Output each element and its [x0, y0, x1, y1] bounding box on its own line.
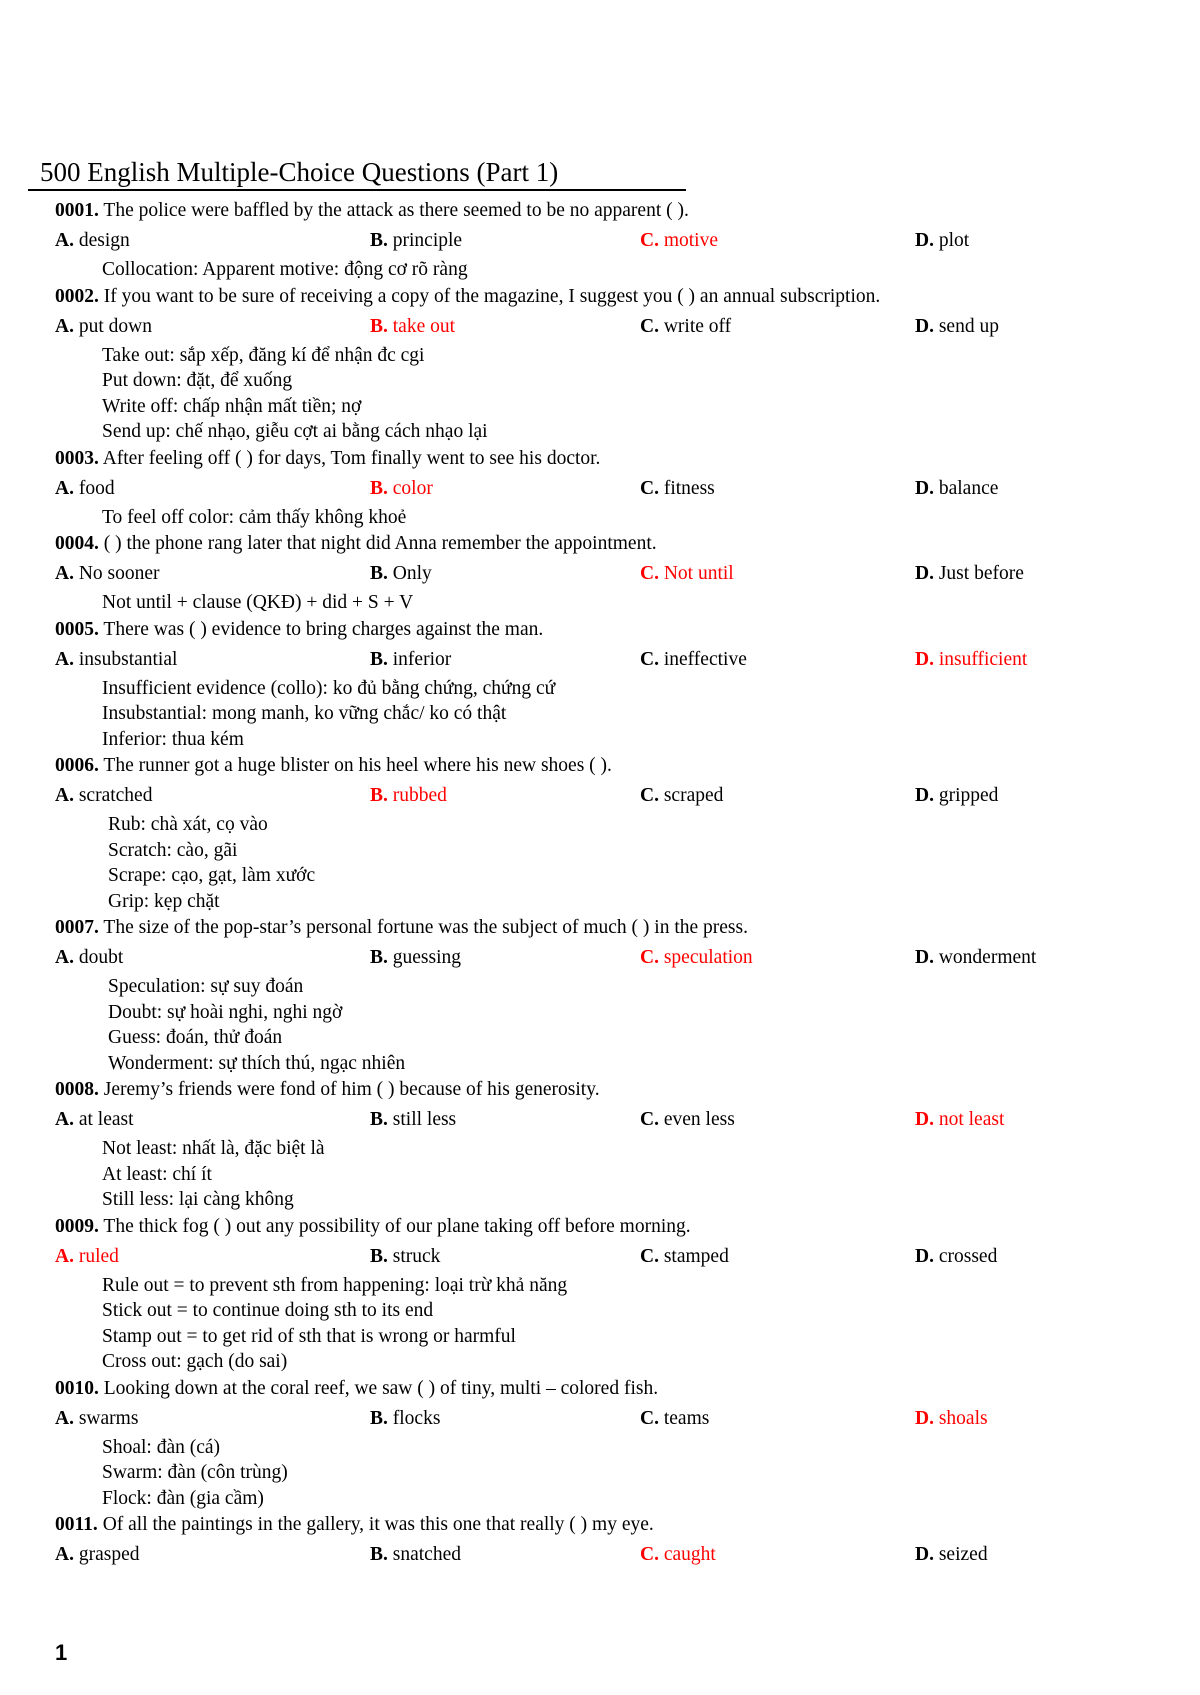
- option-text: doubt: [78, 947, 124, 968]
- answer-option: [55, 644, 177, 676]
- option-text: rubbed: [392, 785, 447, 806]
- answer-options: [55, 780, 1135, 812]
- option-text: ruled: [78, 1245, 119, 1267]
- question-text: Looking down at the coral reef, we saw ( ) of tiny, multi – colored fish.: [103, 1377, 659, 1399]
- option-letter: A.: [55, 648, 74, 670]
- answer-option: [915, 558, 1024, 590]
- explanation-note: Cross out: gạch (do sai): [102, 1351, 288, 1372]
- answer-option: [370, 558, 432, 590]
- question-number: 0006.: [55, 755, 99, 776]
- explanation-note: Flock: đàn (gia cầm): [102, 1487, 264, 1509]
- answer-option-correct: [55, 1241, 119, 1273]
- question-number: 0009.: [55, 1215, 99, 1237]
- explanation-note: Send up: chế nhạo, giễu cợt ai bằng cách nhạo lại: [102, 421, 488, 442]
- page-title: 500 English Multiple-Choice Questions (Part 1): [28, 155, 686, 191]
- option-text: stamped: [663, 1245, 729, 1267]
- option-text: struck: [392, 1245, 441, 1267]
- answer-option: [915, 1539, 988, 1571]
- answer-option-correct: [370, 780, 447, 812]
- option-letter: B.: [370, 230, 388, 251]
- option-letter: A.: [55, 1544, 74, 1565]
- question-text: If you want to be sure of receiving a copy of the magazine, I suggest you ( ) an annual subscription.: [103, 285, 881, 307]
- explanation-note: Doubt: sự hoài nghi, nghi ngờ: [108, 1001, 343, 1023]
- answer-option-correct: [370, 473, 433, 505]
- option-letter: B.: [370, 563, 388, 584]
- question-list: [55, 197, 1135, 1571]
- option-letter: B.: [370, 315, 388, 337]
- option-text: balance: [938, 477, 999, 499]
- question-block: [55, 752, 1135, 914]
- option-letter: A.: [55, 563, 74, 584]
- answer-option: [915, 225, 969, 257]
- answer-option: [370, 1403, 440, 1435]
- answer-option: [640, 644, 747, 676]
- question-block: [55, 616, 1135, 753]
- answer-options: [55, 225, 1135, 257]
- answer-option: [640, 780, 723, 812]
- explanation-note: Stick out = to continue doing sth to its end: [102, 1300, 434, 1321]
- question-stem: [55, 1375, 1135, 1403]
- answer-option: [55, 1403, 138, 1435]
- option-text: even less: [663, 1109, 735, 1130]
- option-text: guessing: [392, 947, 462, 968]
- answer-option: [370, 1241, 440, 1273]
- explanation-note: Stamp out = to get rid of sth that is wrong or harmful: [102, 1325, 516, 1347]
- option-text: color: [392, 477, 433, 499]
- explanation-note: Speculation: sự suy đoán: [108, 976, 304, 997]
- answer-option-correct: [640, 1539, 716, 1571]
- option-letter: A.: [55, 1109, 74, 1130]
- option-text: scratched: [78, 785, 153, 806]
- answer-option: [370, 1104, 456, 1136]
- explanation-note: Swarm: đàn (côn trùng): [102, 1462, 288, 1483]
- question-stem: [55, 1511, 1135, 1539]
- question-number: 0007.: [55, 917, 99, 938]
- question-stem: [55, 283, 1135, 311]
- option-text: not least: [938, 1109, 1005, 1130]
- option-text: speculation: [663, 947, 753, 968]
- option-text: still less: [392, 1109, 457, 1130]
- explanation-note: Inferior: thua kém: [102, 728, 244, 750]
- question-text: The size of the pop-star’s personal fortune was the subject of much ( ) in the press.: [103, 917, 748, 938]
- option-text: crossed: [938, 1245, 998, 1267]
- option-text: grasped: [78, 1544, 140, 1565]
- question-block: [55, 1375, 1135, 1512]
- answer-option: [55, 780, 152, 812]
- explanation-note: Insufficient evidence (collo): ko đủ bằng chứng, chứng cứ: [102, 677, 556, 699]
- explanation-note: Collocation: Apparent motive: động cơ rõ ràng: [102, 259, 468, 280]
- option-letter: C.: [640, 648, 659, 670]
- option-text: send up: [938, 315, 999, 337]
- question-block: [55, 914, 1135, 1076]
- option-letter: D.: [915, 563, 934, 584]
- option-letter: D.: [915, 1407, 934, 1429]
- answer-option: [55, 558, 160, 590]
- explanation-note: Rub: chà xát, cọ vào: [108, 814, 268, 835]
- explanation-note: Insubstantial: mong manh, ko vững chắc/ ko có thật: [102, 703, 507, 724]
- answer-option-correct: [640, 942, 753, 974]
- answer-option: [55, 1539, 140, 1571]
- option-text: put down: [78, 315, 152, 337]
- option-letter: D.: [915, 1544, 934, 1565]
- answer-option: [915, 780, 998, 812]
- question-stem: [55, 445, 1135, 473]
- option-text: gripped: [938, 785, 999, 806]
- option-letter: C.: [640, 1407, 659, 1429]
- answer-option-correct: [915, 1403, 988, 1435]
- explanation-note: Put down: đặt, để xuống: [102, 370, 293, 391]
- option-letter: A.: [55, 315, 74, 337]
- answer-option: [915, 942, 1036, 974]
- explanation-note: Guess: đoán, thử đoán: [108, 1027, 283, 1048]
- explanation-note: Scrape: cạo, gạt, làm xước: [108, 865, 316, 886]
- option-text: food: [78, 477, 115, 499]
- option-letter: C.: [640, 785, 659, 806]
- answer-option: [55, 311, 152, 343]
- explanation-note: To feel off color: cảm thấy không khoẻ: [102, 506, 407, 528]
- option-text: plot: [938, 230, 970, 251]
- option-letter: B.: [370, 648, 388, 670]
- option-letter: D.: [915, 785, 934, 806]
- question-text: ( ) the phone rang later that night did Anna remember the appointment.: [103, 533, 657, 554]
- question-block: [55, 530, 1135, 616]
- answer-option: [915, 311, 999, 343]
- option-letter: B.: [370, 1407, 388, 1429]
- answer-option-correct: [915, 644, 1027, 676]
- question-text: Jeremy’s friends were fond of him ( ) because of his generosity.: [103, 1079, 600, 1100]
- option-letter: C.: [640, 563, 659, 584]
- answer-option: [640, 1241, 729, 1273]
- option-text: take out: [392, 315, 456, 337]
- answer-options: [55, 558, 1135, 590]
- option-text: swarms: [78, 1407, 139, 1429]
- option-letter: B.: [370, 947, 388, 968]
- option-text: motive: [663, 230, 719, 251]
- answer-option: [640, 1104, 735, 1136]
- option-text: flocks: [392, 1407, 441, 1429]
- answer-options: [55, 1539, 1135, 1571]
- question-number: 0003.: [55, 447, 99, 469]
- option-letter: A.: [55, 1245, 74, 1267]
- question-block: [55, 283, 1135, 445]
- option-text: shoals: [938, 1407, 988, 1429]
- explanation-note: Still less: lại càng không: [102, 1189, 294, 1210]
- option-letter: C.: [640, 1109, 659, 1130]
- question-stem: [55, 914, 1135, 942]
- answer-option: [370, 644, 451, 676]
- question-number: 0002.: [55, 285, 99, 307]
- question-stem: [55, 1213, 1135, 1241]
- option-text: inferior: [392, 648, 452, 670]
- option-letter: B.: [370, 1109, 388, 1130]
- question-text: The runner got a huge blister on his heel where his new shoes ( ).: [103, 755, 612, 776]
- option-letter: D.: [915, 947, 934, 968]
- question-number: 0001.: [55, 200, 99, 221]
- explanation-note: Not least: nhất là, đặc biệt là: [102, 1138, 325, 1159]
- answer-option: [640, 311, 731, 343]
- question-block: [55, 1076, 1135, 1213]
- option-letter: D.: [915, 315, 934, 337]
- option-letter: A.: [55, 230, 74, 251]
- question-text: The police were baffled by the attack as there seemed to be no apparent ( ).: [103, 200, 689, 221]
- explanation-note: Take out: sắp xếp, đăng kí để nhận đc cgi: [102, 344, 425, 366]
- option-letter: C.: [640, 1544, 659, 1565]
- answer-option: [915, 473, 998, 505]
- option-letter: C.: [640, 477, 659, 499]
- option-text: principle: [392, 230, 463, 251]
- answer-options: [55, 644, 1135, 676]
- answer-option-correct: [640, 558, 734, 590]
- question-block: [55, 1213, 1135, 1375]
- answer-option: [370, 942, 461, 974]
- page-number: 1: [55, 1640, 68, 1665]
- option-letter: B.: [370, 1245, 388, 1267]
- option-letter: D.: [915, 648, 934, 670]
- question-number: 0008.: [55, 1079, 99, 1100]
- question-text: After feeling off ( ) for days, Tom finally went to see his doctor.: [102, 447, 601, 469]
- answer-option: [640, 1403, 709, 1435]
- explanation-note: Shoal: đàn (cá): [102, 1436, 221, 1458]
- answer-option: [370, 1539, 461, 1571]
- explanation-note: Scratch: cào, gãi: [108, 839, 238, 861]
- question-block: [55, 1511, 1135, 1571]
- explanation-note: Wonderment: sự thích thú, ngạc nhiên: [108, 1052, 406, 1074]
- explanation-note: Not until + clause (QKĐ) + did + S + V: [102, 592, 414, 613]
- option-text: at least: [78, 1109, 134, 1130]
- option-letter: D.: [915, 1109, 934, 1130]
- option-text: seized: [938, 1544, 988, 1565]
- option-text: Not until: [663, 563, 734, 584]
- option-text: Only: [392, 563, 432, 584]
- explanation-note: Rule out = to prevent sth from happening: loại trừ khả năng: [102, 1274, 568, 1296]
- option-text: design: [78, 230, 130, 251]
- option-letter: B.: [370, 785, 388, 806]
- question-stem: [55, 752, 1135, 780]
- answer-options: [55, 473, 1135, 505]
- option-text: snatched: [392, 1544, 461, 1565]
- answer-options: [55, 1403, 1135, 1435]
- option-text: No sooner: [78, 563, 160, 584]
- option-text: insufficient: [938, 648, 1028, 670]
- option-letter: D.: [915, 230, 934, 251]
- question-text: Of all the paintings in the gallery, it was this one that really ( ) my eye.: [102, 1514, 654, 1535]
- answer-options: [55, 1241, 1135, 1273]
- answer-option: [55, 473, 115, 505]
- answer-option: [915, 1241, 997, 1273]
- question-stem: [55, 197, 1135, 225]
- question-number: 0010.: [55, 1377, 99, 1399]
- answer-options: [55, 311, 1135, 343]
- option-letter: C.: [640, 315, 659, 337]
- option-text: write off: [663, 315, 732, 337]
- option-text: caught: [663, 1544, 716, 1565]
- option-text: ineffective: [663, 648, 747, 670]
- option-letter: C.: [640, 947, 659, 968]
- option-letter: C.: [640, 230, 659, 251]
- option-letter: A.: [55, 947, 74, 968]
- answer-options: [55, 1104, 1135, 1136]
- answer-option: [370, 225, 462, 257]
- question-stem: [55, 1076, 1135, 1104]
- answer-option-correct: [915, 1104, 1004, 1136]
- answer-option-correct: [640, 225, 718, 257]
- answer-option-correct: [370, 311, 455, 343]
- option-letter: A.: [55, 785, 74, 806]
- answer-option: [55, 225, 130, 257]
- option-text: Just before: [938, 563, 1024, 584]
- question-number: 0011.: [55, 1514, 98, 1535]
- answer-option: [55, 1104, 134, 1136]
- explanation-note: At least: chí ít: [102, 1163, 212, 1185]
- option-letter: D.: [915, 477, 934, 499]
- question-stem: [55, 530, 1135, 558]
- answer-option: [55, 942, 123, 974]
- option-letter: B.: [370, 1544, 388, 1565]
- option-text: insubstantial: [78, 648, 178, 670]
- option-letter: A.: [55, 1407, 74, 1429]
- explanation-note: Write off: chấp nhận mất tiền; nợ: [102, 395, 362, 417]
- option-letter: A.: [55, 477, 74, 499]
- question-block: [55, 445, 1135, 531]
- option-text: wonderment: [938, 947, 1037, 968]
- explanation-note: Grip: kẹp chặt: [108, 890, 220, 912]
- answer-option: [640, 473, 715, 505]
- option-text: fitness: [663, 477, 715, 499]
- option-letter: B.: [370, 477, 388, 499]
- question-text: There was ( ) evidence to bring charges against the man.: [103, 618, 544, 640]
- option-letter: D.: [915, 1245, 934, 1267]
- answer-options: [55, 942, 1135, 974]
- question-block: [55, 197, 1135, 283]
- question-text: The thick fog ( ) out any possibility of our plane taking off before morning.: [103, 1215, 691, 1237]
- option-text: scraped: [663, 785, 724, 806]
- question-stem: [55, 616, 1135, 644]
- option-letter: C.: [640, 1245, 659, 1267]
- question-number: 0005.: [55, 618, 99, 640]
- question-number: 0004.: [55, 533, 99, 554]
- option-text: teams: [663, 1407, 710, 1429]
